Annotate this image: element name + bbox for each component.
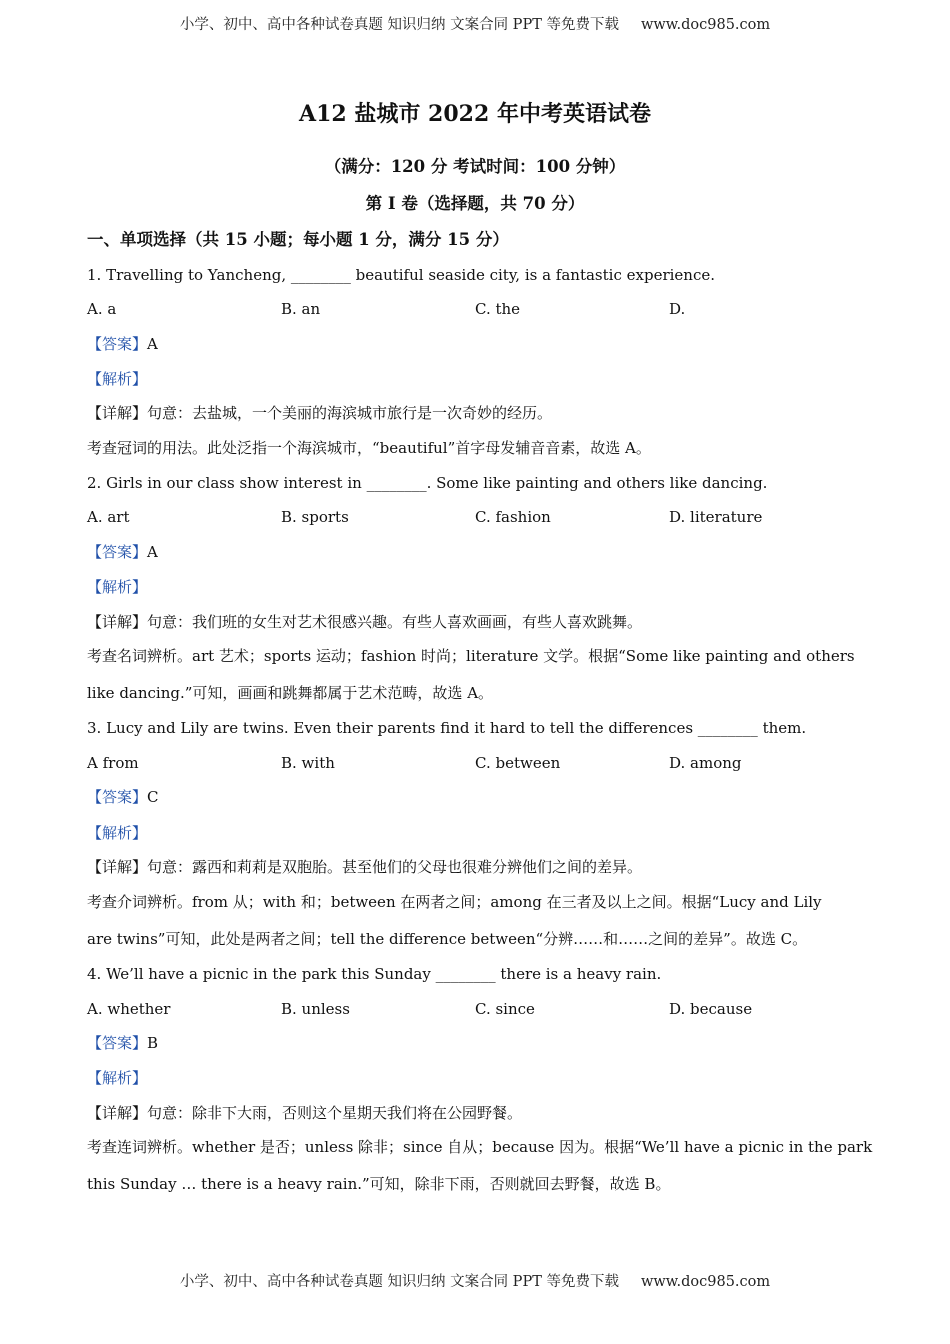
option-a: A. art xyxy=(87,508,130,526)
answer-line xyxy=(87,334,158,354)
explain-line: 考查介词辨析。from 从；with 和；between 在两者之间；among 在三者及以上之间。根据“Lucy and Lily xyxy=(87,893,822,911)
section-heading: 一、单项选择（共 15 小题；每小题 1 分，满分 15 分） xyxy=(87,230,509,249)
option-c: C. since xyxy=(475,1000,535,1018)
option-a: A from xyxy=(87,754,139,772)
detail-line xyxy=(87,857,642,877)
answer-tag: 【答案】 xyxy=(87,543,148,561)
answer-value: B xyxy=(147,1034,159,1052)
exam-title: A12 盐城市 2022 年中考英语试卷 xyxy=(299,101,651,127)
option-d: D. among xyxy=(669,754,742,772)
option-a: A. a xyxy=(87,300,117,318)
header-text: 小学、初中、高中各种试卷真题 知识归纳 文案合同 PPT 等免费下载 xyxy=(179,17,619,33)
question-stem: 3. Lucy and Lily are twins. Even their parents find it hard to tell the differences ________ them. xyxy=(87,719,807,737)
detail-line xyxy=(87,403,552,423)
option-b: B. unless xyxy=(281,1000,350,1018)
answer-value: A xyxy=(147,543,158,561)
explain-line: 考查名词辨析。art 艺术；sports 运动；fashion 时尚；literature 文学。根据“Some like painting and others xyxy=(87,647,855,665)
question-stem: 2. Girls in our class show interest in ________. Some like painting and others like dancing. xyxy=(87,474,768,492)
option-d: D. literature xyxy=(669,508,763,526)
header-url[interactable]: www.doc985.com xyxy=(640,17,771,33)
part-title: 第 I 卷（选择题，共 70 分） xyxy=(365,194,585,213)
option-d: D. xyxy=(669,300,686,318)
page-header xyxy=(0,13,950,34)
option-b: B. an xyxy=(281,300,321,318)
explain-line: 考查连词辨析。whether 是否；unless 除非；since 自从；because 因为。根据“We’ll have a picnic in the park xyxy=(87,1138,873,1156)
question-stem: 4. We’ll have a picnic in the park this Sunday ________ there is a heavy rain. xyxy=(87,965,662,983)
explain-line: 考查冠词的用法。此处泛指一个海滨城市，“beautiful”首字母发辅音音素，故选 A。 xyxy=(87,439,651,457)
answer-line xyxy=(87,542,158,562)
detail-text: 句意：露西和莉莉是双胞胎。甚至他们的父母也很难分辨他们之间的差异。 xyxy=(147,858,643,876)
answer-tag: 【答案】 xyxy=(87,788,148,806)
answer-value: C xyxy=(147,788,159,806)
answer-line xyxy=(87,787,159,807)
detail-tag: 【详解】 xyxy=(87,404,148,422)
detail-tag: 【详解】 xyxy=(87,1104,148,1122)
detail-tag: 【详解】 xyxy=(87,613,148,631)
explain-line: are twins”可知，此处是两者之间；tell the difference between“分辨……和……之间的差异”。故选 C。 xyxy=(87,930,808,948)
option-c: C. fashion xyxy=(475,508,551,526)
detail-line xyxy=(87,612,642,632)
analysis-tag: 【解析】 xyxy=(87,578,148,596)
detail-text: 句意：我们班的女生对艺术很感兴趣。有些人喜欢画画，有些人喜欢跳舞。 xyxy=(147,613,643,631)
answer-tag: 【答案】 xyxy=(87,1034,148,1052)
option-d: D. because xyxy=(669,1000,753,1018)
answer-tag: 【答案】 xyxy=(87,335,148,353)
explain-line: this Sunday … there is a heavy rain.”可知，除非下雨，否则就回去野餐，故选 B。 xyxy=(87,1175,671,1193)
option-a: A. whether xyxy=(87,1000,171,1018)
option-b: B. sports xyxy=(281,508,349,526)
option-c: C. between xyxy=(475,754,561,772)
detail-tag: 【详解】 xyxy=(87,858,148,876)
exam-subtitle: （满分：120 分 考试时间：100 分钟） xyxy=(324,157,626,176)
answer-value: A xyxy=(147,335,158,353)
analysis-tag: 【解析】 xyxy=(87,824,148,842)
analysis-tag: 【解析】 xyxy=(87,370,148,388)
detail-line xyxy=(87,1103,522,1123)
footer-url[interactable]: www.doc985.com xyxy=(640,1274,771,1290)
page-footer xyxy=(0,1270,950,1291)
analysis-tag: 【解析】 xyxy=(87,1069,148,1087)
question-stem: 1. Travelling to Yancheng, ________ beautiful seaside city, is a fantastic experience. xyxy=(87,266,715,284)
option-b: B. with xyxy=(281,754,335,772)
detail-text: 句意：去盐城，一个美丽的海滨城市旅行是一次奇妙的经历。 xyxy=(147,404,553,422)
detail-text: 句意：除非下大雨，否则这个星期天我们将在公园野餐。 xyxy=(147,1104,523,1122)
footer-text: 小学、初中、高中各种试卷真题 知识归纳 文案合同 PPT 等免费下载 xyxy=(179,1274,619,1290)
answer-line xyxy=(87,1033,158,1053)
explain-line: like dancing.”可知，画画和跳舞都属于艺术范畴，故选 A。 xyxy=(87,684,494,702)
option-c: C. the xyxy=(475,300,521,318)
